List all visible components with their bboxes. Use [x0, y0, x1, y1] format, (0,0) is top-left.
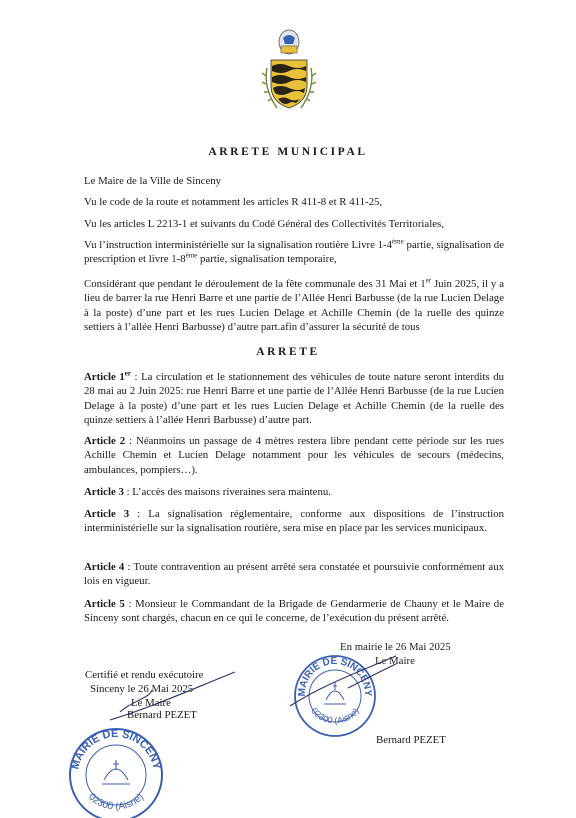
- crown-icon: [279, 30, 299, 54]
- left-certified-line: Certifié et rendu exécutoire: [85, 669, 204, 681]
- right-mayor-name: Bernard PEZET: [376, 734, 446, 746]
- article-2: Article 2 : Néanmoins un passage de 4 mètres restera libre pendant cette période sur les rues Achille Chemin et Lucien Delage notamment pour les véhicules de secours (médecins, ambulances, pompiers…).: [84, 435, 504, 476]
- article-3a: Article 3 : L’accès des maisons riveraines sera maintenu.: [84, 486, 331, 498]
- stamp-top-text: MAIRIE DE SINCENY: [69, 727, 163, 771]
- stamp-emblem-icon: [102, 760, 130, 784]
- intro-line: Le Maire de la Ville de Sinceny: [84, 175, 222, 187]
- vu-line-2: Vu les articles L 2213-1 et suivants du Codé Général des Collectivités Territoriales,: [84, 218, 444, 230]
- considerant-paragraph: Considérant que pendant le déroulement de la fête communale des 31 Mai et 1er Juin 2025, il y a lieu de barrer la rue Henri Barre et une partie de l’Allée Henri Barbusse (de la rue Lucien Delage à la poste) d’une part et les rues Lucien Delage et Achille Chemin (de la ruelle des quinze settiers à l’allée Henri Barbusse) d’autre part.afin d’assurer la sécurité de tous: [84, 276, 505, 333]
- left-stamp: [60, 660, 240, 818]
- vu-line-1: Vu le code de la route et notamment les articles R 411-8 et R 411-25,: [84, 196, 383, 208]
- stamp-bottom-text: 02300 (Aisne): [86, 791, 146, 813]
- coat-of-arms-logo: [259, 28, 319, 118]
- right-date-line: En mairie le 26 Mai 2025: [340, 641, 451, 653]
- vu-line-3: Vu l’instruction interministérielle sur la signalisation routière Livre 1-4ème partie, signalisation de prescription et livre 1-8ème partie, signalisation temporaire,: [84, 237, 504, 266]
- stamp-top-text: MAIRIE DE SINCENY: [296, 655, 374, 697]
- left-date-line: Sinceny le 26 Mai 2025: [90, 683, 194, 695]
- article-3b: Article 3 : La signalisation réglementaire, conforme aux dispositions de l’instruction interministérielle sur la signalisation routière, sera mise en place par les services municipaux.: [84, 508, 504, 535]
- article-4: Article 4 : Toute contravention au présent arrêté sera constatée et poursuivie conformément aux lois en vigueur.: [84, 561, 505, 588]
- shield-icon: [271, 60, 307, 108]
- right-stamp: [288, 648, 398, 743]
- document-title: ARRETE MUNICIPAL: [208, 146, 368, 158]
- left-mayor-label: Le Maire: [131, 697, 171, 709]
- stamp-bottom-text: 02300 (Aisne): [309, 705, 361, 726]
- arrete-heading: ARRETE: [256, 346, 320, 358]
- article-5: Article 5 : Monsieur le Commandant de la Brigade de Gendarmerie de Chauny et le Maire de Sinceny sont chargés, chacun en ce qui le concerne, de l’exécution du présent arrêté.: [84, 598, 504, 625]
- right-mayor-label: Le Maire: [375, 655, 415, 667]
- left-mayor-name: Bernard PEZET: [127, 709, 197, 721]
- article-1: Article 1er : La circulation et le stationnement des véhicules de toute nature seront interdits du 28 mai au 2 Juin 2025: rue Henri Barre et une partie de l’Allée Henri Barbusse (de la rue Lucien Delage à la poste) d’une part et les rues Lucien Delage et Achille Chemin (de la ruelle des quinze settiers à l’allée Henri Barbusse) d’autre part.: [84, 369, 504, 426]
